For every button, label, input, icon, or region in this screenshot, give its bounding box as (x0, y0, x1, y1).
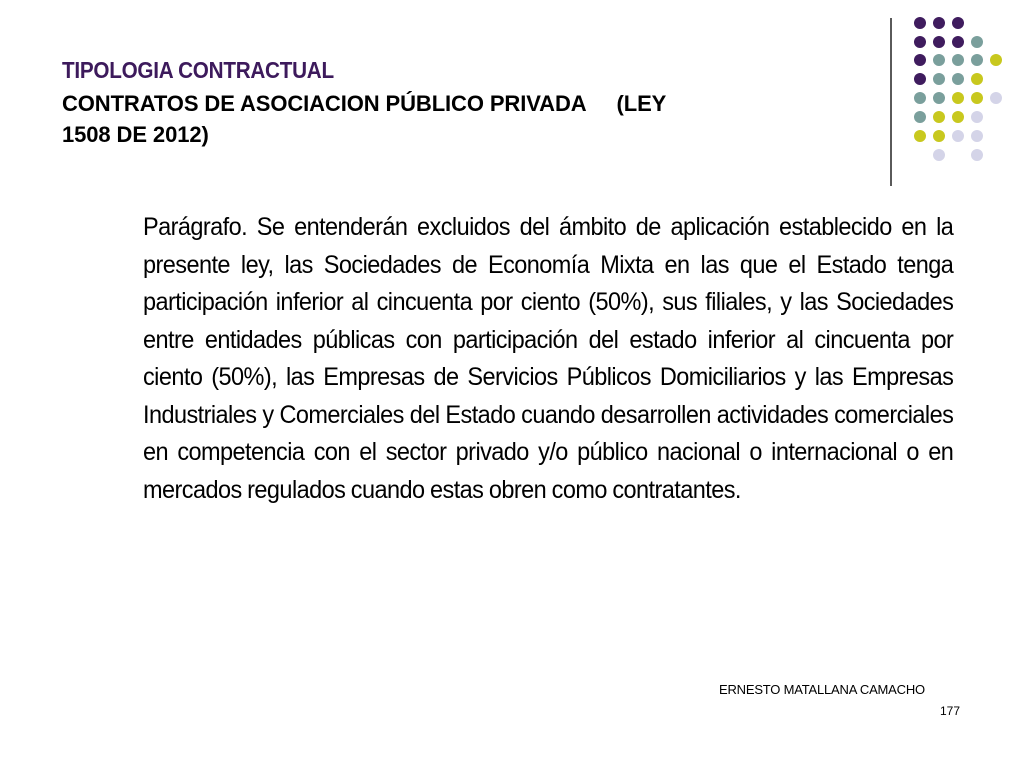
dot (914, 130, 926, 142)
dot-row-8 (933, 149, 983, 161)
dot (914, 54, 926, 66)
dot (971, 149, 983, 161)
dot-row-3 (914, 54, 1002, 66)
author-footer: ERNESTO MATALLANA CAMACHO (719, 682, 925, 697)
dot (971, 54, 983, 66)
subtitle-part-c: 1508 DE 2012) (62, 122, 209, 147)
dot (990, 92, 1002, 104)
dot (933, 54, 945, 66)
dot (933, 92, 945, 104)
dot (952, 130, 964, 142)
slide-title: TIPOLOGIA CONTRACTUAL (62, 57, 334, 83)
dot (914, 17, 926, 29)
dot (933, 17, 945, 29)
body-paragraph: Parágrafo. Se entenderán excluidos del ámbito de aplicación establecido en la presente ley, las Sociedades de Economía Mixta en las que el Estado tenga participación inferior al cincuenta por ciento (50%), sus filiales, y las Sociedades entre entidades públicas con participación del estado inferior al cincuenta por ciento (50%), las Empresas de Servicios Públicos Domiciliarios y las Empresas Industriales y Comerciales del Estado cuando desarrollen actividades comerciales en competencia con el sector privado y/o público nacional o internacional o en mercados regulados cuando estas obren como contratantes. (143, 213, 954, 504)
dot (914, 92, 926, 104)
dot (952, 36, 964, 48)
slide-subtitle (62, 88, 852, 150)
dot (933, 130, 945, 142)
dot (914, 73, 926, 85)
dot (971, 130, 983, 142)
dot (971, 36, 983, 48)
dot-row-4 (914, 73, 983, 85)
dot (933, 111, 945, 123)
dot (952, 73, 964, 85)
dot (952, 92, 964, 104)
dot (914, 36, 926, 48)
dot (952, 17, 964, 29)
dot (971, 73, 983, 85)
dot (933, 36, 945, 48)
dot (971, 92, 983, 104)
subtitle-part-a: CONTRATOS DE ASOCIACION PÚBLICO PRIVADA (62, 91, 587, 116)
slide-title-block (62, 56, 852, 150)
dot-row-7 (914, 130, 983, 142)
dot (952, 111, 964, 123)
vertical-divider (890, 18, 892, 186)
subtitle-part-b: (LEY (616, 91, 667, 116)
dot (990, 54, 1002, 66)
dot (914, 111, 926, 123)
dot (971, 111, 983, 123)
dot (952, 54, 964, 66)
dot (933, 73, 945, 85)
dot-row-2 (914, 36, 983, 48)
dot-row-5 (914, 92, 1002, 104)
dot-row-6 (914, 111, 983, 123)
dot-row-1 (914, 17, 964, 29)
page-number: 177 (940, 704, 961, 718)
dot (933, 149, 945, 161)
